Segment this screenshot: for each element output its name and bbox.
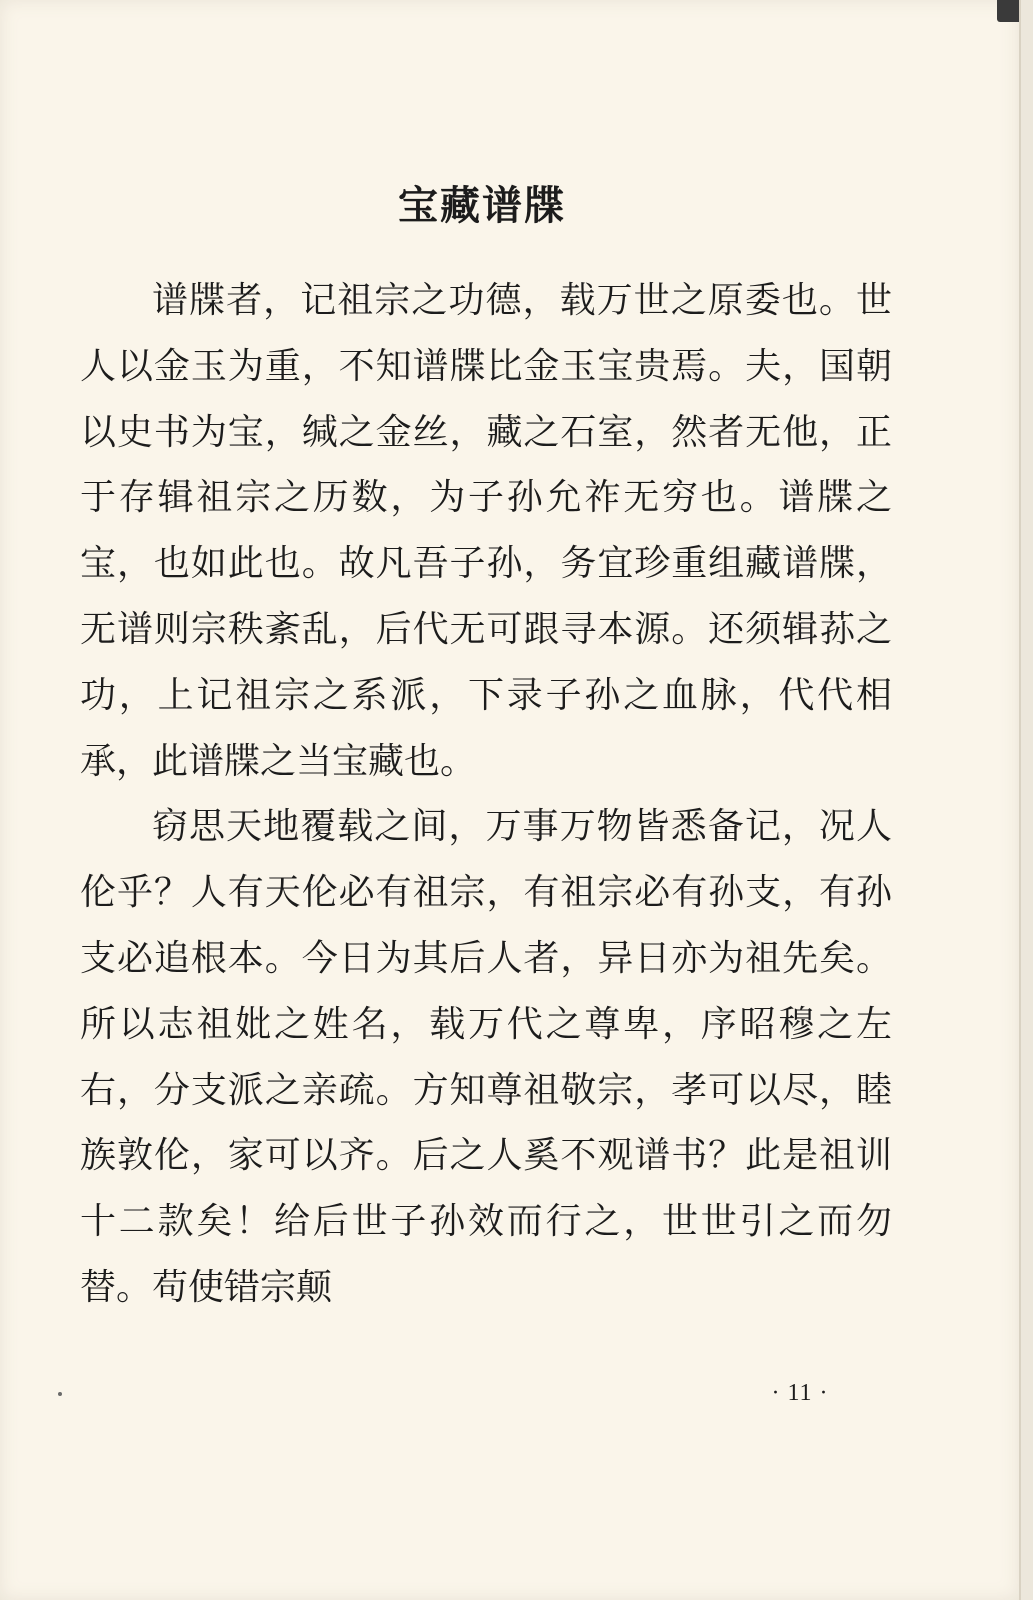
scan-corner-mark <box>997 0 1019 22</box>
page-title: 宝藏谱牒 <box>398 183 566 229</box>
body-text <box>80 268 892 1321</box>
paragraph-1: 谱牒者，记祖宗之功德，载万世之原委也。世人以金玉为重，不知谱牒比金玉宝贵焉。夫，国朝以史书为宝，缄之金丝，藏之石室，然者无他，正于存辑祖宗之历数，为子孙允祚无穷也。谱牒之宝，也如此也。故凡吾子孙，务宜珍重组藏谱牒，无谱则宗秩紊乱，后代无可跟寻本源。还须辑荪之功，上记祖宗之系派，下录子孙之血脉，代代相承，此谱牒之当宝藏也。 <box>80 280 892 782</box>
paragraph-2: 窃思天地覆载之间，万事万物皆悉备记，况人伦乎？人有天伦必有祖宗，有祖宗必有孙支，有孙支必追根本。今日为其后人者，异日亦为祖先矣。所以志祖妣之姓名，载万代之尊卑，序昭穆之左右，分支派之亲疏。方知尊祖敬宗，孝可以尽，睦族敦伦，家可以齐。后之人奚不观谱书？此是祖训十二款矣！给后世子孙效而行之，世世引之而勿替。苟使错宗颠 <box>80 806 892 1308</box>
paper-speck <box>58 1392 62 1396</box>
page-number: · 11 · <box>771 1380 829 1406</box>
